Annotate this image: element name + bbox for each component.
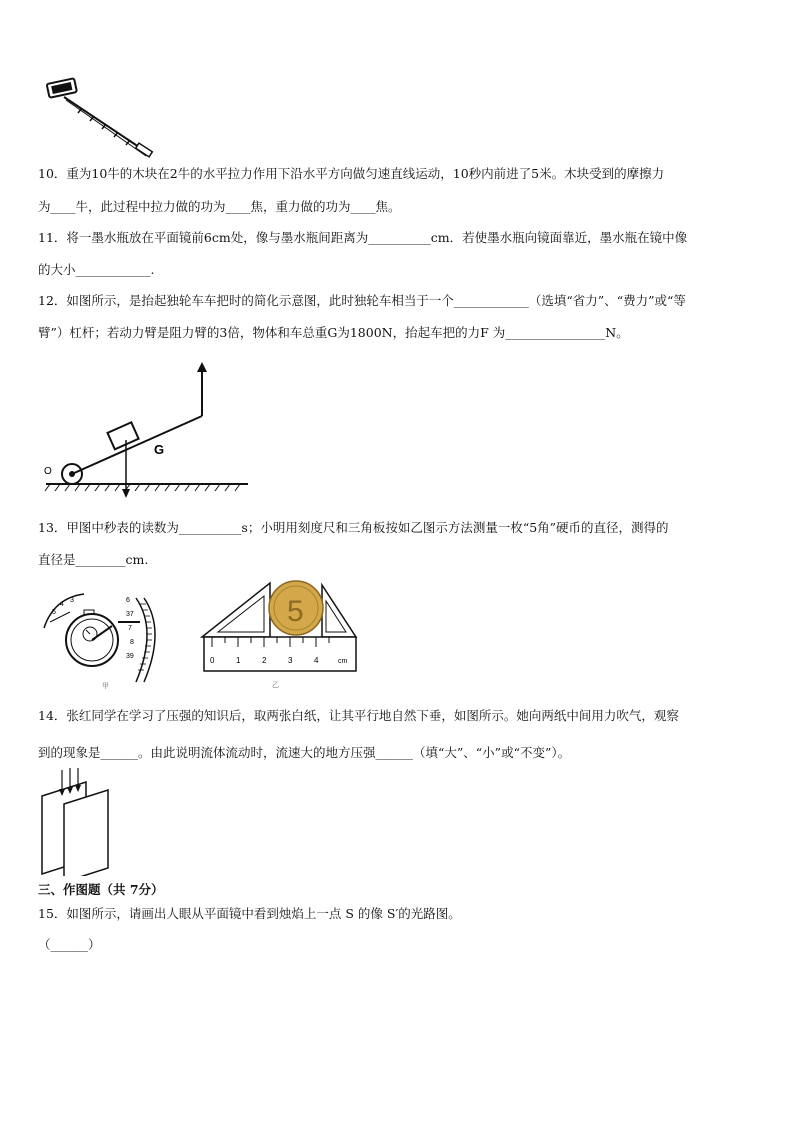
stopwatch-tick-7: 7 (128, 625, 132, 632)
ruler-unit-cm: cm (338, 658, 348, 665)
q15-line1: 15．如图所示，请画出人眼从平面镜中看到烛焰上一点 S 的像 S′的光路图。 (38, 906, 461, 921)
pivot-label-o: O (44, 466, 52, 477)
q12-line2: 臂”）杠杆；若动力臂是阻力臂的3倍，物体和车总重G为1800N，抬起车把的力F 为________________N。 (38, 325, 629, 340)
dial-mark-5: 5 (52, 609, 56, 616)
ruler-tick-2: 2 (262, 656, 267, 665)
ruler-tick-0: 0 (210, 656, 215, 665)
stopwatch-tick-6: 6 (126, 597, 130, 604)
weight-label-g: G (154, 442, 165, 457)
dial-mark-3: 3 (70, 597, 74, 604)
q11-line1: 11．将一墨水瓶放在平面镜前6cm处，像与墨水瓶间距离为__________cm．若使墨水瓶向镜面靠近，墨水瓶在镜中像 (38, 230, 688, 245)
ruler-coin-figure (198, 575, 363, 690)
stopwatch-figure (40, 590, 168, 690)
q15-answer-blank: （______） (38, 937, 101, 952)
ruler-tick-1: 1 (236, 656, 241, 665)
coin-digit: 5 (287, 595, 304, 628)
stopwatch-tick-8: 8 (130, 639, 134, 646)
q13-line1: 13．甲图中秒表的读数为__________s；小明用刻度尺和三角板按如乙图示方法测量一枚“5角”硬币的直径，测得的 (38, 520, 669, 535)
q10-line2: 为____牛，此过程中拉力做的功为____焦，重力做的功为____焦。 (38, 199, 401, 214)
section-title: 三、作图题（共 7分） (38, 882, 164, 897)
wheelbarrow-figure (38, 360, 253, 500)
ruler-tick-3: 3 (288, 656, 293, 665)
dial-mark-4: 4 (60, 601, 64, 608)
figure-label-jia: 甲 (102, 683, 109, 690)
stopwatch-tick-37: 37 (126, 611, 134, 618)
q11-line2: 的大小____________. (38, 262, 155, 277)
q10-line1: 10．重为10牛的木块在2牛的水平拉力作用下沿水平方向做匀速直线运动，10秒内前进了5米。木块受到的摩擦力 (38, 166, 665, 181)
two-papers-figure (38, 768, 113, 876)
figure-label-yi: 乙 (272, 682, 279, 689)
q14-line2: 到的现象是______。由此说明流体流动时，流速大的地方压强______（填“大”、“小”或“不变”）。 (38, 745, 571, 760)
q12-line1: 12．如图所示，是抬起独轮车车把时的简化示意图，此时独轮车相当于一个____________（选填“省力”、“费力”或“等 (38, 293, 686, 308)
stopwatch-tick-39: 39 (126, 653, 134, 660)
ruler-tick-4: 4 (314, 656, 319, 665)
q14-line1: 14．张红同学在学习了压强的知识后，取两张白纸，让其平行地自然下垂，如图所示。她向两纸中间用力吹气，观察 (38, 708, 679, 723)
selfie-stick-figure (42, 75, 157, 160)
q13-line2: 直径是________cm. (38, 552, 149, 567)
